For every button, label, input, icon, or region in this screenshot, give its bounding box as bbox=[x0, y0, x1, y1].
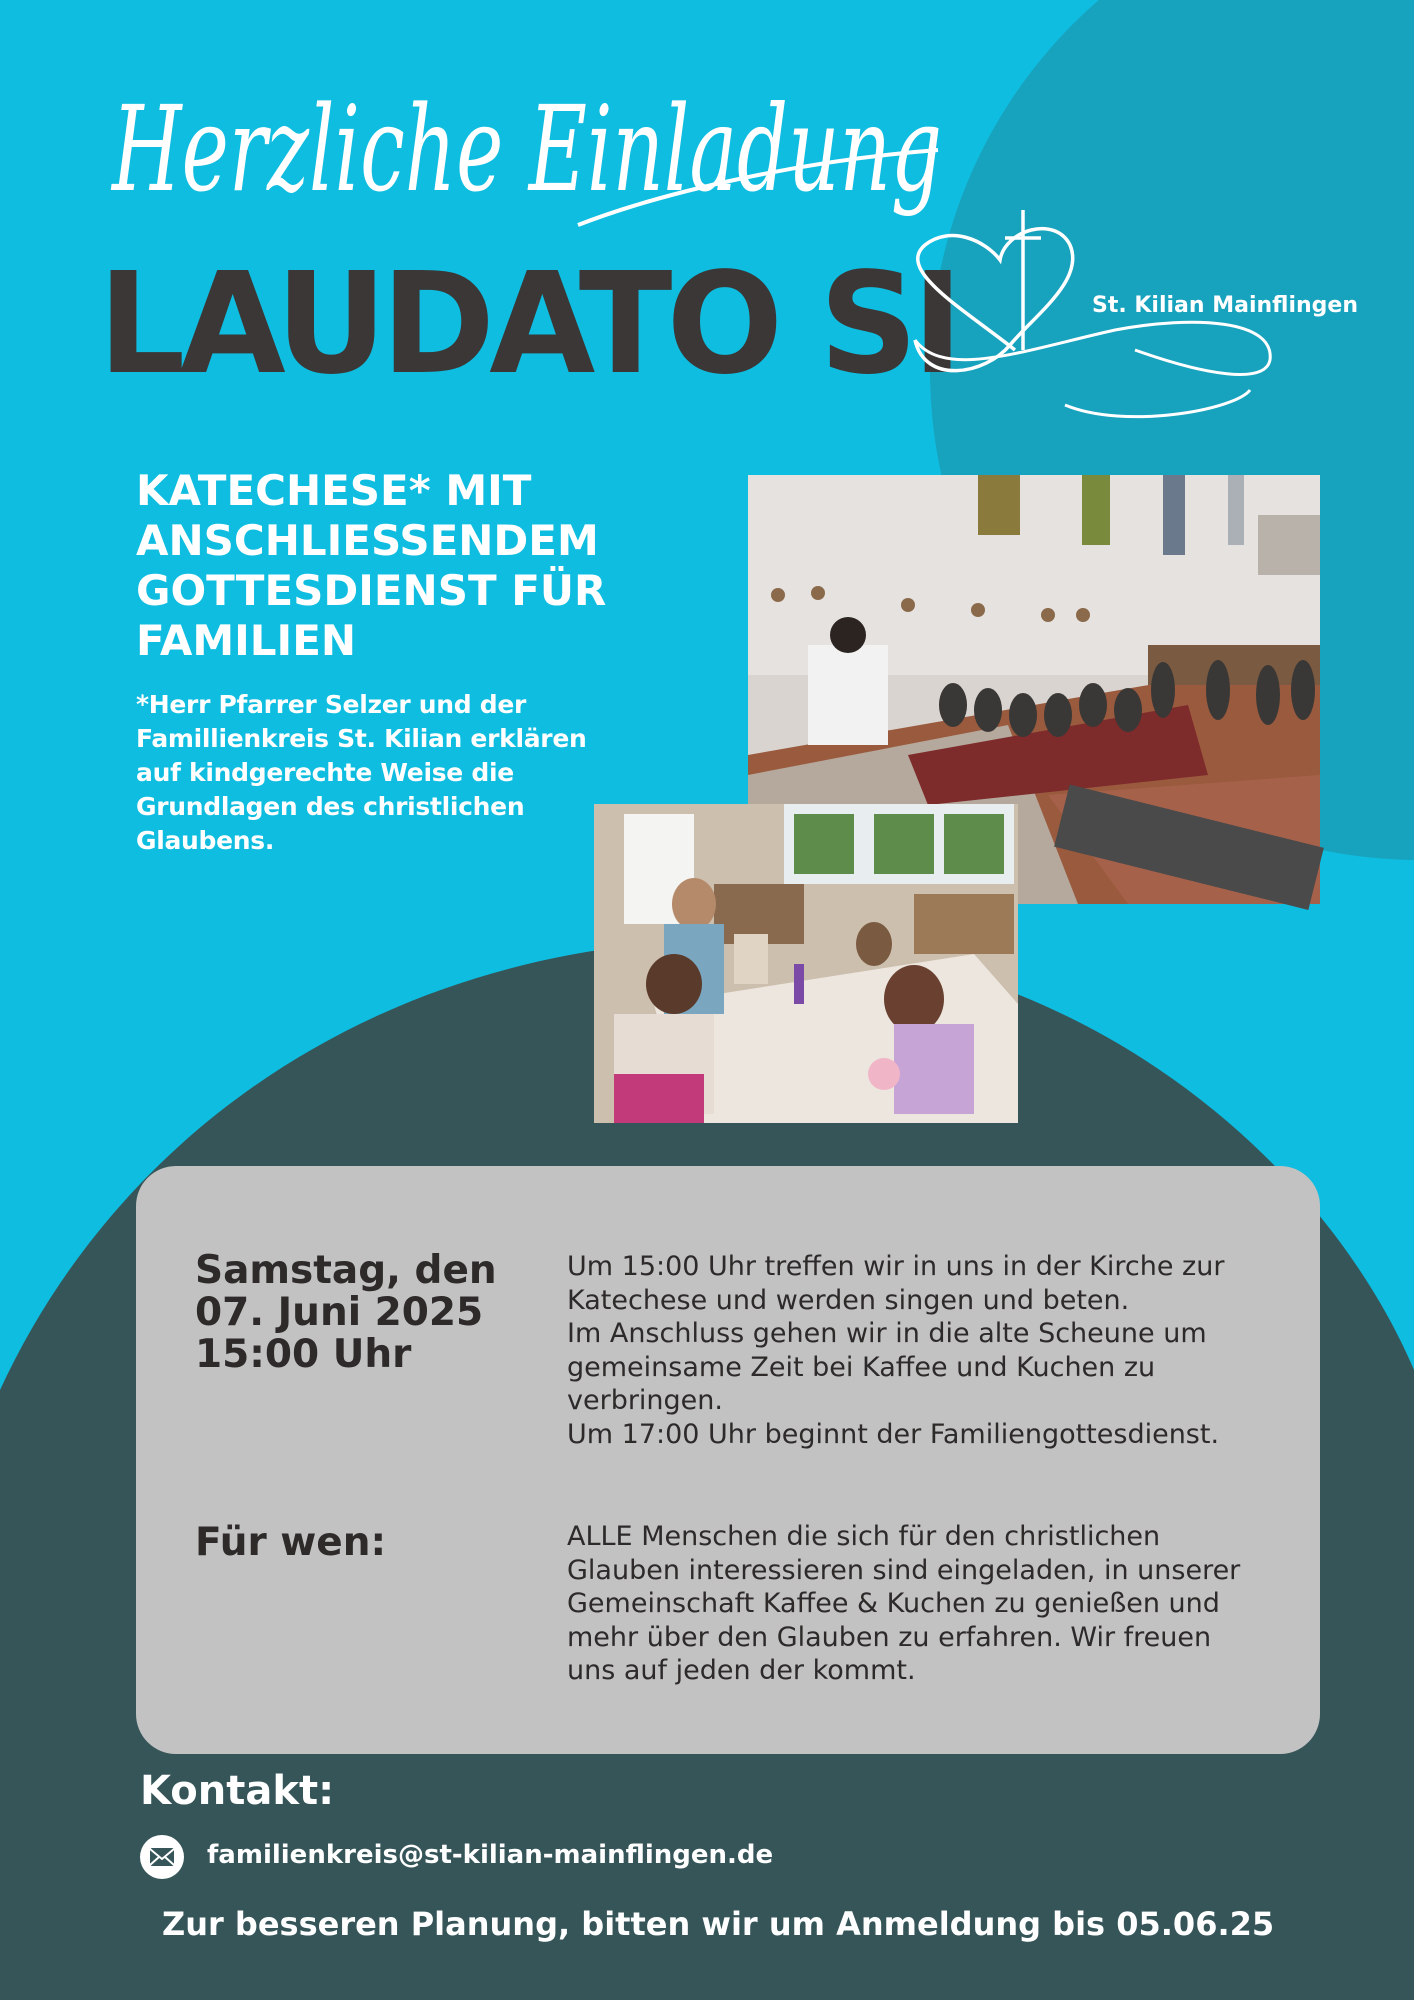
group-room-photo bbox=[594, 804, 1018, 1123]
program-line: Um 17:00 Uhr beginnt der Familiengottesdienst. bbox=[567, 1418, 1220, 1450]
envelope-icon bbox=[140, 1835, 184, 1879]
script-title-text: Herzliche Einladung bbox=[110, 80, 942, 218]
program-line: Um 15:00 Uhr treffen wir in uns in der Kirche zur Katechese und werden singen und beten. bbox=[567, 1251, 1225, 1316]
event-title-line: KATECHESE* MIT bbox=[136, 466, 532, 515]
heart-icon bbox=[915, 229, 1073, 371]
headline: LAUDATO SI bbox=[98, 243, 958, 406]
event-title-line: ANSCHLIESSENDEM bbox=[136, 516, 599, 565]
intro-footnote: *Herr Pfarrer Selzer und der Famillienkreis St. Kilian erklären auf kindgerechte Weise die Grundlagen des christlichen Glaubens. bbox=[136, 690, 587, 855]
event-date-line: Samstag, den bbox=[195, 1248, 497, 1293]
event-title-line: FAMILIEN bbox=[136, 616, 357, 665]
event-date bbox=[195, 1250, 497, 1376]
event-date-line: 07. Juni 2025 bbox=[195, 1290, 484, 1335]
registration-notice: Zur besseren Planung, bitten wir um Anmeldung bis 05.06.25 bbox=[162, 1905, 1275, 1943]
parish-name: St. Kilian Mainflingen bbox=[1092, 293, 1358, 318]
heart-cross-logo bbox=[905, 200, 1285, 440]
event-title bbox=[136, 466, 656, 666]
audience-description: ALLE Menschen die sich für den christlichen Glauben interessieren sind eingeladen, in unserer Gemeinschaft Kaffee & Kuchen zu genießen und mehr über den Glauben zu erfahren. Wir freuen uns auf jeden der kommt. bbox=[567, 1521, 1241, 1686]
audience-label: Für wen: bbox=[195, 1520, 387, 1565]
program-line: Im Anschluss gehen wir in die alte Scheune um gemeinsame Zeit bei Kaffee und Kuchen zu verbringen. bbox=[567, 1318, 1207, 1416]
contact-email-link[interactable]: familienkreis@st-kilian-mainflingen.de bbox=[207, 1840, 774, 1870]
program-description bbox=[567, 1250, 1247, 1451]
contact-heading: Kontakt: bbox=[140, 1768, 335, 1814]
event-title-line: GOTTESDIENST FÜR bbox=[136, 566, 607, 615]
event-date-line: 15:00 Uhr bbox=[195, 1332, 412, 1377]
